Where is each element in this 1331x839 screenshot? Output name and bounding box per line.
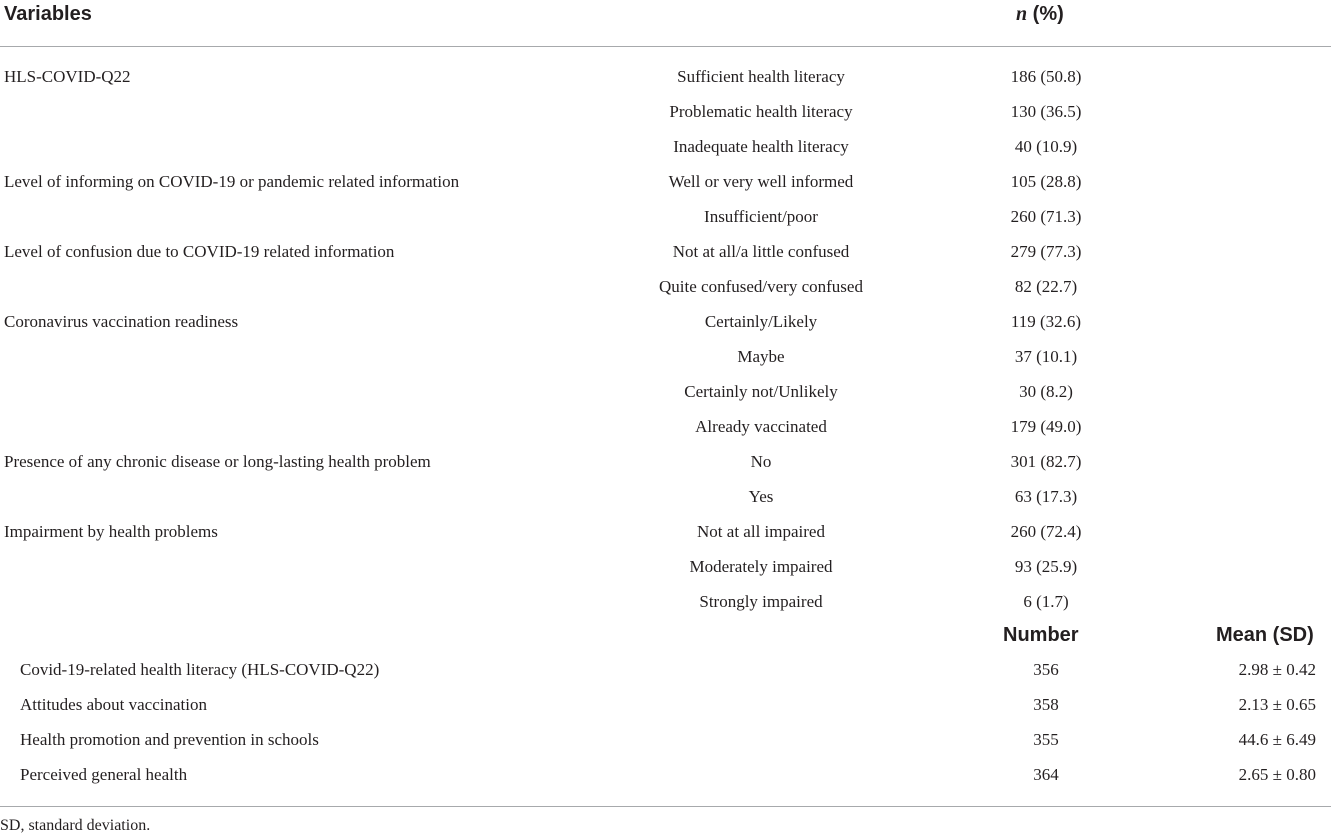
- continuous-variable-label: Perceived general health: [20, 765, 188, 784]
- header-variables: Variables: [4, 3, 92, 25]
- header-rule: [0, 46, 1331, 47]
- row-n-percent-value: 82 (22.7): [1014, 277, 1078, 296]
- header-mean-sd: Mean (SD): [1216, 624, 1314, 646]
- row-n-percent-value: 37 (10.1): [1014, 347, 1078, 366]
- row-variable-label: Level of confusion due to COVID-19 related information: [4, 242, 395, 261]
- row-variable-label: Impairment by health problems: [4, 522, 218, 541]
- header-n-percent: [1016, 2, 1064, 26]
- continuous-mean-sd-value: 2.65 ± 0.80: [1238, 765, 1316, 784]
- continuous-number-value: 364: [1033, 765, 1059, 784]
- continuous-variable-label: Health promotion and prevention in schools: [20, 730, 319, 749]
- continuous-number-value: 355: [1033, 730, 1059, 749]
- row-variable-label: HLS-COVID-Q22: [4, 67, 131, 86]
- row-n-percent-value: 260 (71.3): [1010, 207, 1082, 226]
- row-category-label: Moderately impaired: [689, 557, 833, 576]
- row-category-label: Certainly not/Unlikely: [684, 382, 838, 401]
- continuous-variable-label: Covid-19-related health literacy (HLS-COVID-Q22): [20, 660, 380, 679]
- row-n-percent-value: 179 (49.0): [1010, 417, 1082, 436]
- continuous-mean-sd-value: 2.98 ± 0.42: [1238, 660, 1316, 679]
- row-n-percent-value: 63 (17.3): [1014, 487, 1078, 506]
- header-n-italic: n: [1016, 3, 1028, 25]
- row-category-label: Inadequate health literacy: [673, 137, 849, 156]
- row-n-percent-value: 119 (32.6): [1010, 312, 1082, 331]
- row-n-percent-value: 130 (36.5): [1010, 102, 1082, 121]
- row-category-label: Already vaccinated: [695, 417, 827, 436]
- row-category-label: Sufficient health literacy: [677, 67, 845, 86]
- row-category-label: Insufficient/poor: [704, 207, 818, 226]
- row-category-label: Certainly/Likely: [704, 312, 818, 331]
- header-number: Number: [1003, 624, 1079, 646]
- row-category-label: Quite confused/very confused: [659, 277, 863, 296]
- row-category-label: Maybe: [737, 347, 785, 366]
- row-n-percent-value: 105 (28.8): [1010, 172, 1082, 191]
- continuous-number-value: 356: [1033, 660, 1059, 679]
- row-n-percent-value: 279 (77.3): [1010, 242, 1082, 261]
- row-category-label: Yes: [748, 487, 774, 506]
- continuous-number-value: 358: [1033, 695, 1059, 714]
- row-n-percent-value: 93 (25.9): [1014, 557, 1078, 576]
- row-category-label: Not at all impaired: [697, 522, 825, 541]
- row-category-label: Problematic health literacy: [669, 102, 853, 121]
- row-variable-label: Presence of any chronic disease or long-lasting health problem: [4, 452, 431, 471]
- continuous-mean-sd-value: 44.6 ± 6.49: [1238, 730, 1316, 749]
- footnote: SD, standard deviation.: [0, 817, 151, 834]
- row-variable-label: Level of informing on COVID-19 or pandemic related information: [4, 172, 460, 191]
- row-category-label: Not at all/a little confused: [672, 242, 850, 261]
- row-n-percent-value: 6 (1.7): [1023, 592, 1069, 611]
- row-category-label: Strongly impaired: [699, 592, 823, 611]
- row-n-percent-value: 301 (82.7): [1010, 452, 1082, 471]
- row-category-label: No: [750, 452, 772, 471]
- header-n-rest: (%): [1027, 3, 1064, 25]
- continuous-mean-sd-value: 2.13 ± 0.65: [1238, 695, 1316, 714]
- bottom-rule: [0, 806, 1331, 807]
- continuous-variable-label: Attitudes about vaccination: [20, 695, 207, 714]
- row-n-percent-value: 260 (72.4): [1010, 522, 1082, 541]
- row-variable-label: Coronavirus vaccination readiness: [4, 312, 239, 331]
- row-n-percent-value: 186 (50.8): [1010, 67, 1082, 86]
- row-n-percent-value: 30 (8.2): [1019, 382, 1073, 401]
- row-category-label: Well or very well informed: [668, 172, 854, 191]
- row-n-percent-value: 40 (10.9): [1014, 137, 1078, 156]
